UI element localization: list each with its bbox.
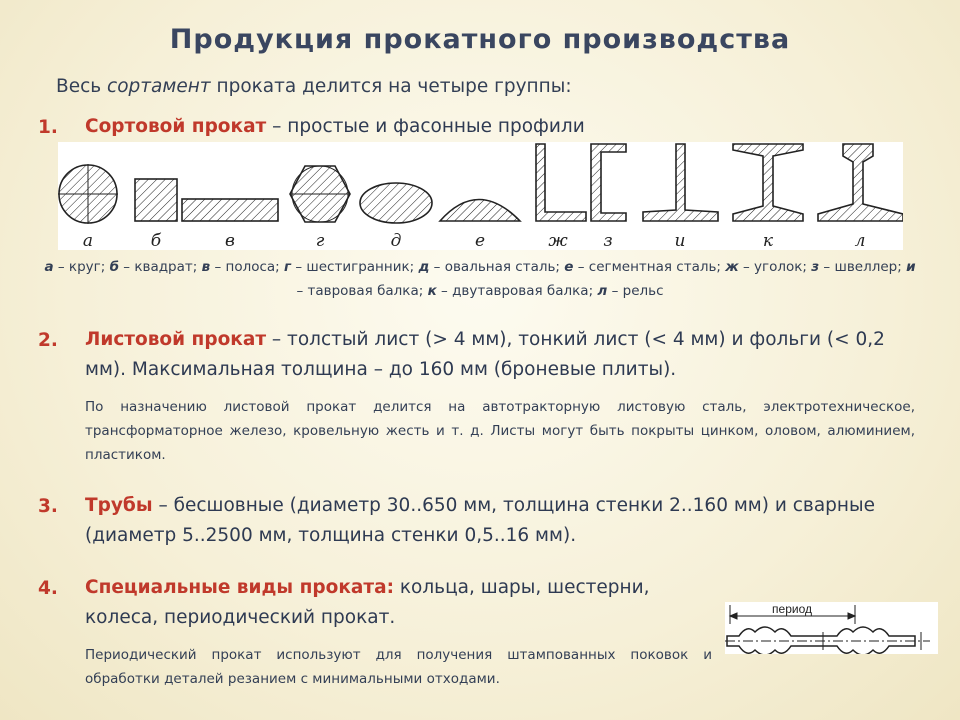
letter-zh: ж: [548, 231, 568, 250]
profile-circle: [58, 164, 118, 224]
intro-before: Весь: [56, 76, 108, 97]
letter-d: д: [390, 231, 402, 250]
letter-a: а: [82, 231, 94, 250]
legend-item: л – рельс: [597, 283, 664, 299]
intro-after: проката делится на четыре группы:: [210, 76, 572, 97]
periodic-profile-drawing: [725, 602, 938, 654]
profile-rail: [818, 144, 903, 221]
profile-segment: [440, 200, 520, 222]
page-title: Продукция прокатного производства: [169, 24, 791, 55]
legend-item: д – овальная сталь;: [418, 259, 565, 275]
period-label: период: [772, 602, 812, 616]
section-4-note: Периодический прокат используют для получения штампованных поковок и обработки деталей резанием с минимальными отходами.: [85, 647, 712, 687]
legend-item: в – полоса;: [201, 259, 284, 275]
section-4-title: Специальные виды проката:: [85, 577, 394, 598]
letter-i: и: [674, 231, 686, 250]
legend-item: з – швеллер;: [811, 259, 907, 275]
legend-item: г – шестигранник;: [284, 259, 419, 275]
profile-tbeam: [643, 144, 718, 221]
profile-oval: [360, 183, 432, 223]
section-1-heading: [85, 112, 915, 142]
section-2-rest: – толстый лист (> 4 мм), тонкий лист (< 4 мм) и фольги (< 0,2 мм). Максимальная толщина – до 160 мм (броневые плиты).: [85, 329, 885, 380]
section-2-number: 2.: [38, 330, 58, 351]
profile-channel: [591, 144, 626, 221]
section-4-rest: кольца, шары, шестерни, колеса, периодический прокат.: [85, 577, 650, 628]
letter-k: к: [762, 231, 774, 250]
periodic-profile-figure: [725, 602, 938, 654]
profile-angle: [536, 144, 586, 221]
section-1-rest: – простые и фасонные профили: [266, 116, 585, 137]
legend-item: е – сегментная сталь;: [564, 259, 726, 275]
profile-strip: [182, 199, 278, 221]
section-2-heading: [85, 325, 925, 385]
letter-g: г: [315, 231, 325, 250]
legend-item: б – квадрат;: [109, 259, 202, 275]
section-2-title: Листовой прокат: [85, 329, 267, 350]
section-3-number: 3.: [38, 496, 58, 517]
section-1-number: 1.: [38, 117, 58, 138]
profiles-drawing: [58, 142, 903, 250]
letter-e: е: [474, 231, 486, 250]
legend-item: ж – уголок;: [725, 259, 812, 275]
section-1-title: Сортовой прокат: [85, 116, 267, 137]
profiles-legend: [40, 255, 920, 303]
legend-item: а – круг;: [44, 259, 110, 275]
section-3-rest: – бесшовные (диаметр 30..650 мм, толщина стенки 2..160 мм) и сварные (диаметр 5..2500 мм, толщина стенки 0,5..16 мм).: [85, 495, 875, 546]
intro-italic: сортамент: [107, 76, 211, 97]
intro-text: [56, 76, 572, 97]
letter-b: б: [150, 231, 162, 250]
section-4-heading: [85, 573, 715, 633]
letter-v: в: [225, 231, 235, 250]
section-4-number: 4.: [38, 578, 58, 599]
profiles-figure: [58, 142, 903, 250]
section-2-note: По назначению листовой прокат делится на автотракторную листовую сталь, электротехническое, трансформаторное железо, кровельную жесть и т. д. Листы могут быть покрыты цинком, оловом, алюминием, пластиком.: [85, 399, 915, 463]
letter-z: з: [603, 231, 613, 250]
legend-item: к – двутавровая балка;: [427, 283, 598, 299]
profile-square: [135, 179, 177, 221]
profile-hexagon: [290, 166, 350, 222]
section-3-heading: [85, 491, 915, 551]
section-3-title: Трубы: [85, 495, 153, 516]
letter-l: л: [854, 231, 866, 250]
legend-item: и – тавровая балка;: [296, 259, 916, 299]
profile-ibeam: [733, 144, 803, 221]
